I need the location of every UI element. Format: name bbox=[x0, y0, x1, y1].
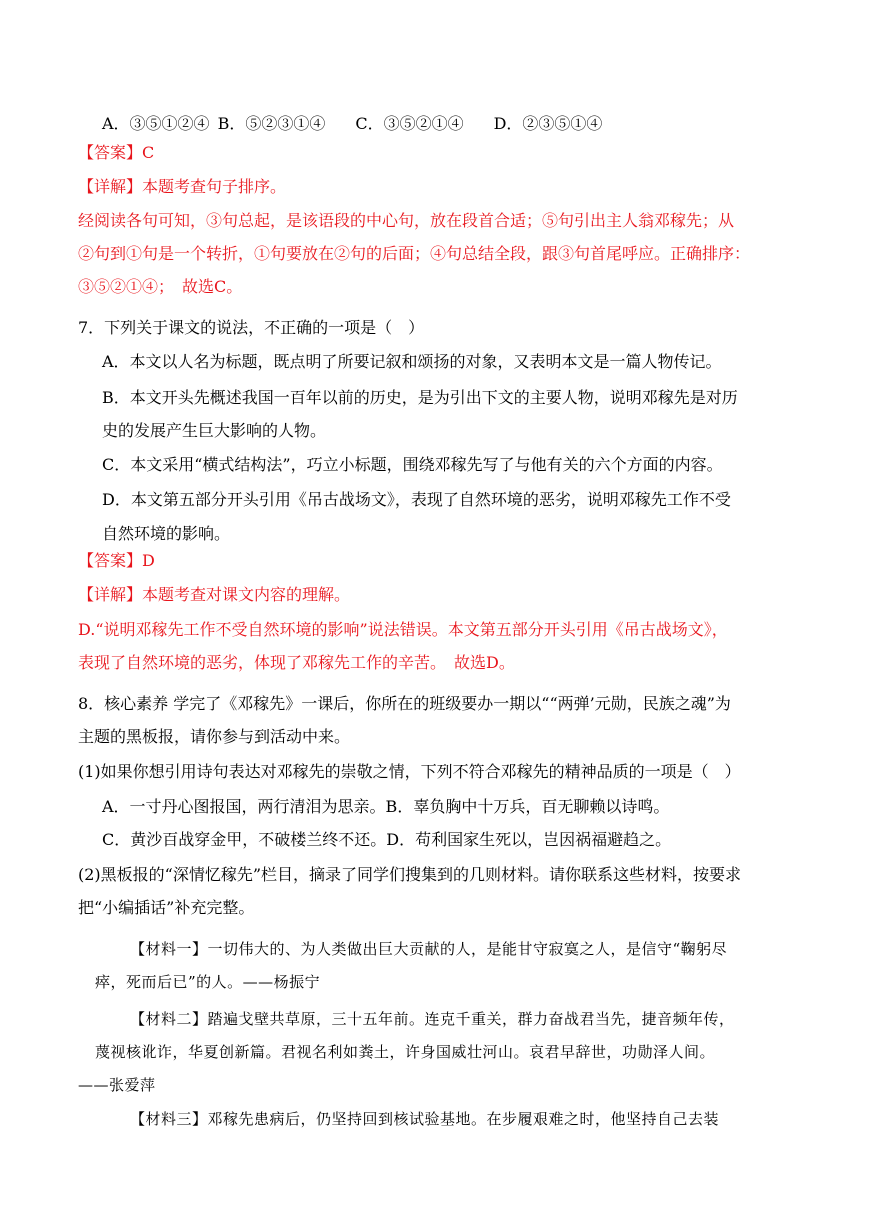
q7-option-c: C．本文采用“横式结构法”，巧立小标题，围绕邓稼先写了与他有关的六个方面的内容。 bbox=[102, 455, 723, 474]
q6-option-d: D．②③⑤①④ bbox=[493, 114, 603, 133]
q7-option-a: A．本文以人名为标题，既点明了所要记叙和颂扬的对象，又表明本文是一篇人物传记。 bbox=[102, 352, 722, 371]
material-two: 【材料二】踏遍戈壁共草原，三十五年前。连克千重关，群力奋战君当先，捷音频年传， bbox=[130, 1010, 735, 1028]
q7-option-d: D．本文第五部分开头引用《吊古战场文》，表现了自然环境的恶劣，说明邓稼先工作不受 bbox=[102, 490, 731, 509]
q6-detail-line: ②句到①句是一个转折，①句要放在②句的后面；④句总结全段，跟③句首尾呼应。正确排序： bbox=[78, 244, 751, 263]
q8-sub2-stem: (2)黑板报的“深情忆稼先”栏目，摘录了同学们搜集到的几则材料。请你联系这些材料，按要求 bbox=[78, 865, 742, 884]
q8-sub1-stem: (1)如果你想引用诗句表达对邓稼先的崇敬之情，下列不符合邓稼先的精神品质的一项是（ ） bbox=[78, 762, 741, 781]
q8-sub1-options-row2: C．黄沙百战穿金甲，不破楼兰终不还。D．苟利国家生死以，岂因祸福避趋之。 bbox=[102, 830, 672, 849]
q6-detail-line: ③⑤②①④； 故选C。 bbox=[78, 277, 243, 296]
material-two-author: ——张爱萍 bbox=[78, 1076, 156, 1094]
material-one: 【材料一】一切伟大的、为人类做出巨大贡献的人，是能甘守寂寞之人，是信守“鞠躬尽 bbox=[130, 940, 728, 958]
q6-detail-title: 【详解】本题考查句子排序。 bbox=[78, 177, 287, 196]
q7-stem: 7．下列关于课文的说法，不正确的一项是（ ） bbox=[78, 318, 425, 337]
q6-answer: 【答案】C bbox=[78, 143, 155, 162]
q7-detail-line: 表现了自然环境的恶劣，体现了邓稼先工作的辛苦。 故选D。 bbox=[78, 653, 515, 672]
q7-detail-line: D.“说明邓稼先工作不受自然环境的影响”说法错误。本文第五部分开头引用《吊古战场文》， bbox=[78, 620, 728, 639]
material-one-cont: 瘁，死而后已”的人。——杨振宁 bbox=[95, 973, 321, 991]
q6-option-a: A．③⑤①②④ bbox=[102, 114, 210, 133]
q7-answer: 【答案】D bbox=[78, 551, 155, 570]
q6-option-b: B．⑤②③①④ bbox=[217, 114, 326, 133]
q7-option-d-cont: 自然环境的影响。 bbox=[102, 524, 231, 543]
q7-detail-title: 【详解】本题考查对课文内容的理解。 bbox=[78, 585, 351, 604]
q6-options bbox=[102, 114, 602, 134]
q7-option-b-cont: 史的发展产生巨大影响的人物。 bbox=[102, 421, 327, 440]
q8-stem: 8．核心素养 学完了《邓稼先》一课后，你所在的班级要办一期以““两弹’元勋，民族之魂”为 bbox=[78, 694, 731, 713]
q8-stem-cont: 主题的黑板报，请你参与到活动中来。 bbox=[78, 727, 351, 746]
q8-sub2-stem-cont: 把“小编插话”补充完整。 bbox=[78, 898, 255, 917]
material-two-cont: 蔑视核讹诈，华夏创新篇。君视名利如粪土，许身国威壮河山。哀君早辞世，功勋泽人间。 bbox=[95, 1043, 716, 1061]
q6-option-c: C．③⑤②①④ bbox=[355, 114, 464, 133]
material-three: 【材料三】邓稼先患病后，仍坚持回到核试验基地。在步履艰难之时，他坚持自己去装 bbox=[130, 1110, 720, 1128]
q7-option-b: B．本文开头先概述我国一百年以前的历史，是为引出下文的主要人物，说明邓稼先是对历 bbox=[102, 388, 738, 407]
q8-sub1-options-row1: A．一寸丹心图报国，两行清泪为思亲。B．辜负胸中十万兵，百无聊赖以诗鸣。 bbox=[102, 797, 670, 816]
q6-detail-line: 经阅读各句可知，③句总起，是该语段的中心句，放在段首合适；⑤句引出主人翁邓稼先；从 bbox=[78, 211, 735, 230]
